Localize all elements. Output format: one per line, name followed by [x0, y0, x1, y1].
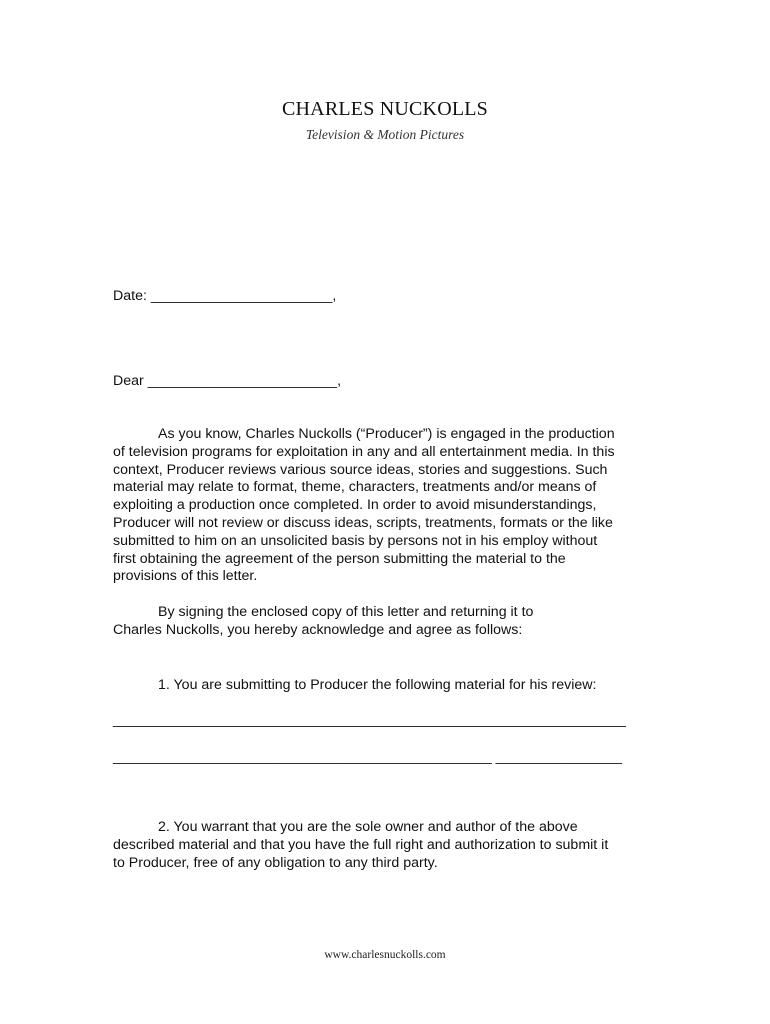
- clause-1: [113, 677, 653, 695]
- paragraph-line: 2. You warrant that you are the sole owner and author of the above: [158, 819, 578, 835]
- paragraph-line: exploiting a production once completed. In order to avoid misunderstandings,: [113, 497, 597, 514]
- paragraph-line: context, Producer reviews various source ideas, stories and suggestions. Such: [113, 461, 608, 478]
- material-blank-line-2: ________________________________________________ ________________: [113, 749, 622, 765]
- paragraph-line: provisions of this letter.: [113, 568, 258, 585]
- salutation-line: Dear ________________________,: [113, 373, 342, 389]
- paragraph-acknowledgement: [113, 604, 653, 640]
- paragraph-line: submitted to him on an unsolicited basis by persons not in his employ without: [113, 532, 598, 549]
- material-blank-line-1: _________________________________________________________________: [113, 712, 626, 728]
- paragraph-line: of television programs for exploitation in any and all entertainment media. In this: [113, 443, 615, 460]
- clause-2: [113, 819, 653, 872]
- paragraph-line: Producer will not review or discuss ideas, scripts, treatments, formats or the like: [113, 514, 613, 531]
- paragraph-intro: [113, 426, 653, 586]
- paragraph-line: Charles Nuckolls, you hereby acknowledge and agree as follows:: [113, 621, 523, 638]
- paragraph-line: By signing the enclosed copy of this letter and returning it to: [158, 604, 534, 620]
- letterhead-name: CHARLES NUCKOLLS: [282, 98, 488, 120]
- paragraph-line: As you know, Charles Nuckolls (“Producer”) is engaged in the production: [158, 426, 615, 442]
- paragraph-line: first obtaining the agreement of the person submitting the material to the: [113, 550, 566, 567]
- letterhead-tagline: Television & Motion Pictures: [305, 127, 465, 142]
- letterhead: [0, 98, 770, 143]
- paragraph-line: described material and that you have the full right and authorization to submit it: [113, 836, 609, 853]
- paragraph-line: to Producer, free of any obligation to any third party.: [113, 854, 438, 871]
- paragraph-line: material may relate to format, theme, characters, treatments and/or means of: [113, 479, 597, 496]
- clause-1-text: 1. You are submitting to Producer the following material for his review:: [158, 677, 597, 693]
- footer-website: www.charlesnuckolls.com: [324, 949, 446, 961]
- date-field-line: Date: _______________________,: [113, 288, 337, 304]
